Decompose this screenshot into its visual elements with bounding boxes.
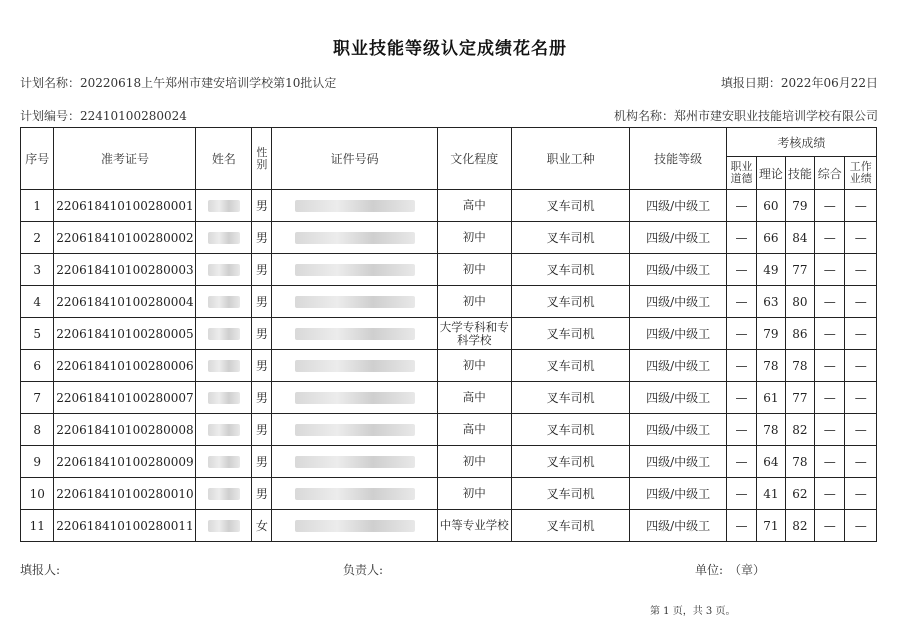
cell-work-performance: — [845,382,877,414]
cell-name [196,222,252,254]
cell-id-number [272,446,437,478]
cell-work-performance: — [845,222,877,254]
cell-theory: 64 [757,446,785,478]
header-skill: 技能 [785,157,814,190]
redacted-id-block [295,264,415,276]
cell-professional-ethics: — [726,350,756,382]
cell-name [196,318,252,350]
header-education: 文化程度 [437,128,511,190]
cell-ticket: 220618410100280008 [54,414,196,446]
cell-seq: 10 [21,478,54,510]
cell-professional-ethics: — [726,446,756,478]
table-row [21,414,877,446]
cell-occupation: 叉车司机 [511,254,630,286]
cell-education: 初中 [437,286,511,318]
cell-occupation: 叉车司机 [511,286,630,318]
cell-seq: 8 [21,414,54,446]
cell-comprehensive: — [815,478,845,510]
cell-ticket: 220618410100280002 [54,222,196,254]
cell-theory: 78 [757,350,785,382]
cell-theory: 78 [757,414,785,446]
cell-id-number [272,414,437,446]
redacted-name-block [208,488,240,500]
cell-professional-ethics: — [726,382,756,414]
cell-id-number [272,478,437,510]
redacted-name-block [208,264,240,276]
table-row [21,222,877,254]
page-number: 第 1 页，共 3 页。 [650,606,736,617]
table-row [21,446,877,478]
cell-comprehensive: — [815,318,845,350]
redacted-id-block [295,360,415,372]
cell-comprehensive: — [815,510,845,542]
table-row [21,510,877,542]
header-id-number: 证件号码 [272,128,437,190]
filler-label: 填报人: [20,563,61,577]
cell-skill: 62 [785,478,814,510]
cell-skill: 79 [785,190,814,222]
redacted-name-block [208,360,240,372]
cell-professional-ethics: — [726,478,756,510]
cell-ticket: 220618410100280007 [54,382,196,414]
cell-skill-level: 四级/中级工 [630,446,726,478]
cell-name [196,510,252,542]
table-row [21,254,877,286]
cell-seq: 2 [21,222,54,254]
cell-occupation: 叉车司机 [511,222,630,254]
cell-skill-level: 四级/中级工 [630,222,726,254]
cell-comprehensive: — [815,446,845,478]
plan-number: 计划编号：22410100280024 [20,109,187,123]
cell-skill: 82 [785,510,814,542]
header-scores: 考核成绩 [726,128,876,157]
cell-skill-level: 四级/中级工 [630,190,726,222]
score-roster-table [20,127,877,542]
header-comprehensive: 综合 [815,157,845,190]
cell-name [196,254,252,286]
cell-education: 初中 [437,254,511,286]
cell-id-number [272,510,437,542]
cell-theory: 63 [757,286,785,318]
cell-work-performance: — [845,286,877,318]
cell-theory: 49 [757,254,785,286]
table-row [21,382,877,414]
cell-work-performance: — [845,414,877,446]
cell-seq: 3 [21,254,54,286]
cell-comprehensive: — [815,286,845,318]
header-ticket: 准考证号 [54,128,196,190]
cell-gender: 男 [252,190,272,222]
redacted-name-block [208,296,240,308]
header-seq: 序号 [21,128,54,190]
cell-ticket: 220618410100280001 [54,190,196,222]
cell-education: 高中 [437,190,511,222]
cell-gender: 男 [252,350,272,382]
cell-theory: 71 [757,510,785,542]
cell-professional-ethics: — [726,318,756,350]
document-title: 职业技能等级认定成绩花名册 [333,39,567,59]
redacted-id-block [295,232,415,244]
cell-occupation: 叉车司机 [511,478,630,510]
cell-gender: 男 [252,446,272,478]
cell-work-performance: — [845,510,877,542]
cell-comprehensive: — [815,222,845,254]
table-body [21,190,877,542]
organization-name: 机构名称：郑州市建安职业技能培训学校有限公司 [613,109,878,123]
cell-comprehensive: — [815,414,845,446]
redacted-id-block [295,520,415,532]
cell-theory: 79 [757,318,785,350]
header-work-performance: 工作业绩 [845,157,877,190]
cell-ticket: 220618410100280006 [54,350,196,382]
cell-name [196,446,252,478]
cell-skill: 86 [785,318,814,350]
table-row [21,478,877,510]
cell-work-performance: — [845,254,877,286]
cell-skill-level: 四级/中级工 [630,318,726,350]
cell-education: 初中 [437,446,511,478]
cell-gender: 男 [252,382,272,414]
cell-gender: 男 [252,414,272,446]
header-theory: 理论 [757,157,785,190]
table-header-row [21,128,877,157]
cell-id-number [272,382,437,414]
cell-occupation: 叉车司机 [511,414,630,446]
cell-id-number [272,350,437,382]
cell-gender: 女 [252,510,272,542]
cell-skill: 77 [785,382,814,414]
cell-comprehensive: — [815,350,845,382]
cell-work-performance: — [845,446,877,478]
cell-occupation: 叉车司机 [511,446,630,478]
table-row [21,286,877,318]
cell-education: 初中 [437,222,511,254]
cell-education: 中等专业学校 [437,510,511,542]
cell-comprehensive: — [815,254,845,286]
cell-education: 初中 [437,478,511,510]
cell-name [196,190,252,222]
header-name: 姓名 [196,128,252,190]
redacted-id-block [295,488,415,500]
table-row [21,318,877,350]
cell-comprehensive: — [815,190,845,222]
cell-comprehensive: — [815,382,845,414]
cell-seq: 9 [21,446,54,478]
cell-education: 高中 [437,382,511,414]
cell-skill: 78 [785,350,814,382]
cell-professional-ethics: — [726,414,756,446]
header-skill-level: 技能等级 [630,128,726,190]
cell-gender: 男 [252,478,272,510]
cell-work-performance: — [845,190,877,222]
cell-work-performance: — [845,318,877,350]
cell-id-number [272,222,437,254]
cell-gender: 男 [252,222,272,254]
cell-education: 大学专科和专科学校 [437,318,511,350]
cell-occupation: 叉车司机 [511,350,630,382]
cell-theory: 60 [757,190,785,222]
cell-id-number [272,190,437,222]
cell-ticket: 220618410100280003 [54,254,196,286]
redacted-name-block [208,520,240,532]
cell-seq: 5 [21,318,54,350]
cell-ticket: 220618410100280011 [54,510,196,542]
cell-gender: 男 [252,286,272,318]
redacted-id-block [295,200,415,212]
cell-skill-level: 四级/中级工 [630,510,726,542]
cell-id-number [272,318,437,350]
cell-skill: 82 [785,414,814,446]
cell-name [196,478,252,510]
cell-name [196,350,252,382]
cell-occupation: 叉车司机 [511,510,630,542]
cell-gender: 男 [252,318,272,350]
cell-occupation: 叉车司机 [511,190,630,222]
cell-skill-level: 四级/中级工 [630,382,726,414]
cell-skill: 80 [785,286,814,318]
plan-name: 计划名称：20220618上午郑州市建安培训学校第10批认定 [20,76,337,90]
redacted-name-block [208,456,240,468]
cell-professional-ethics: — [726,286,756,318]
responsible-label: 负责人: [343,563,384,577]
redacted-id-block [295,296,415,308]
redacted-name-block [208,392,240,404]
redacted-id-block [295,424,415,436]
cell-professional-ethics: — [726,222,756,254]
cell-work-performance: — [845,478,877,510]
cell-occupation: 叉车司机 [511,382,630,414]
header-occupation: 职业工种 [511,128,630,190]
cell-professional-ethics: — [726,254,756,286]
cell-occupation: 叉车司机 [511,318,630,350]
redacted-id-block [295,456,415,468]
cell-name [196,414,252,446]
cell-theory: 41 [757,478,785,510]
cell-professional-ethics: — [726,510,756,542]
redacted-name-block [208,328,240,340]
cell-seq: 6 [21,350,54,382]
cell-skill-level: 四级/中级工 [630,414,726,446]
cell-seq: 4 [21,286,54,318]
redacted-id-block [295,328,415,340]
cell-ticket: 220618410100280005 [54,318,196,350]
cell-name [196,382,252,414]
redacted-name-block [208,232,240,244]
redacted-name-block [208,424,240,436]
cell-seq: 7 [21,382,54,414]
header-gender: 性别 [252,128,272,190]
cell-skill: 78 [785,446,814,478]
report-date: 填报日期：2022年06月22日 [720,76,878,90]
cell-id-number [272,254,437,286]
unit-seal-label: 单位: （章） [695,563,766,577]
cell-ticket: 220618410100280010 [54,478,196,510]
cell-name [196,286,252,318]
cell-seq: 1 [21,190,54,222]
cell-skill-level: 四级/中级工 [630,254,726,286]
cell-theory: 66 [757,222,785,254]
cell-theory: 61 [757,382,785,414]
cell-skill: 77 [785,254,814,286]
cell-gender: 男 [252,254,272,286]
cell-work-performance: — [845,350,877,382]
cell-skill-level: 四级/中级工 [630,350,726,382]
redacted-id-block [295,392,415,404]
table-row [21,350,877,382]
cell-education: 初中 [437,350,511,382]
cell-skill-level: 四级/中级工 [630,286,726,318]
cell-seq: 11 [21,510,54,542]
table-row [21,190,877,222]
cell-id-number [272,286,437,318]
cell-skill: 84 [785,222,814,254]
redacted-name-block [208,200,240,212]
cell-ticket: 220618410100280009 [54,446,196,478]
cell-education: 高中 [437,414,511,446]
cell-professional-ethics: — [726,190,756,222]
cell-skill-level: 四级/中级工 [630,478,726,510]
header-professional-ethics: 职业道德 [726,157,756,190]
cell-ticket: 220618410100280004 [54,286,196,318]
